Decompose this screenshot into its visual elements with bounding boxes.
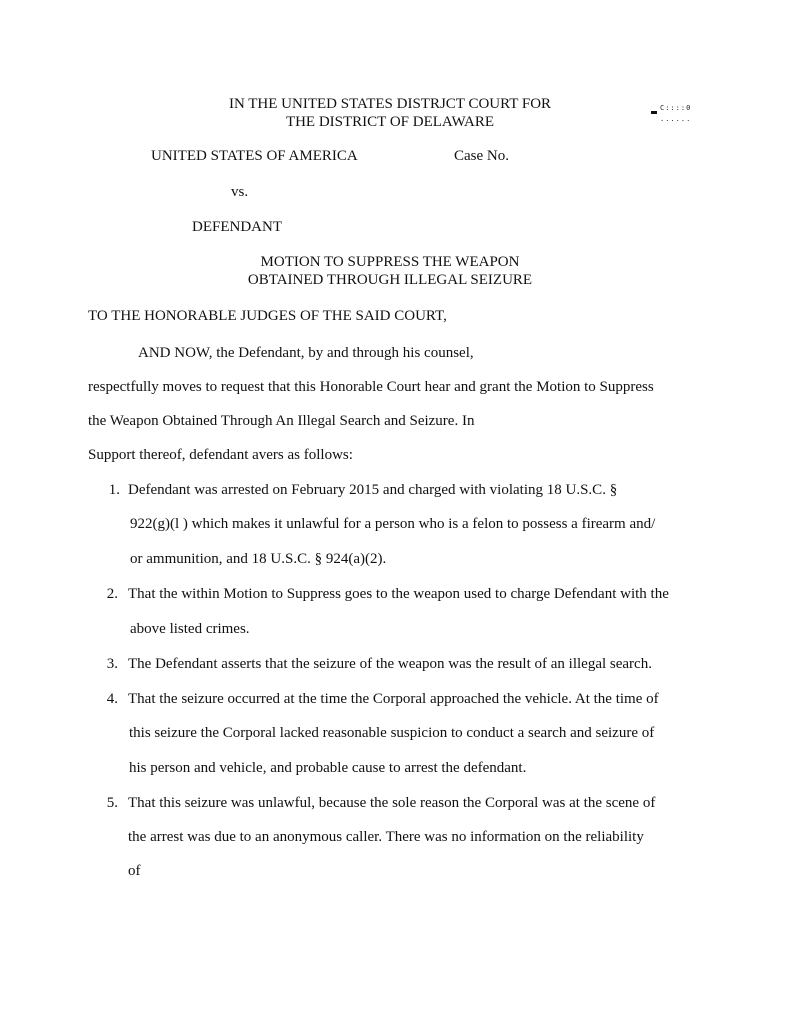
caption-case-number: Case No. — [454, 148, 509, 164]
item-text-line: That this seizure was unlawful, because the sole reason the Corporal was at the scene of — [128, 795, 656, 811]
salutation: TO THE HONORABLE JUDGES OF THE SAID COURT, — [88, 308, 447, 324]
header-mark-bottom: ...... — [660, 115, 692, 123]
item-text-line: above listed crimes. — [130, 621, 250, 637]
item-text-line: the arrest was due to an anonymous caller. There was no information on the reliability — [128, 829, 644, 845]
header-mark-top: C::::0 — [660, 104, 692, 112]
item-text-line: or ammunition, and 18 U.S.C. § 924(a)(2). — [130, 551, 387, 567]
item-text-line: this seizure the Corporal lacked reasonable suspicion to conduct a search and seizure of — [129, 725, 655, 741]
item-number: 3. — [106, 656, 118, 672]
intro-line-2: respectfully moves to request that this Honorable Court hear and grant the Motion to Suppress — [88, 379, 654, 395]
item-number: 5. — [106, 795, 118, 811]
item-text-line: his person and vehicle, and probable cause to arrest the defendant. — [129, 760, 527, 776]
item-text-line: The Defendant asserts that the seizure of the weapon was the result of an illegal search. — [128, 656, 652, 672]
court-heading-line-2: THE DISTRICT OF DELAWARE — [285, 114, 495, 130]
caption-plaintiff: UNITED STATES OF AMERICA — [151, 148, 358, 164]
motion-title-line-2: OBTAINED THROUGH ILLEGAL SEIZURE — [247, 272, 533, 288]
item-number: 2. — [106, 586, 118, 602]
item-text-line: 922(g)(l ) which makes it unlawful for a person who is a felon to possess a firearm and/ — [130, 516, 656, 532]
motion-title-line-1: MOTION TO SUPPRESS THE WEAPON — [260, 254, 520, 270]
intro-line-4: Support thereof, defendant avers as follows: — [88, 447, 353, 463]
caption-versus: vs. — [231, 184, 249, 200]
item-text-line: That the seizure occurred at the time the Corporal approached the vehicle. At the time of — [128, 691, 659, 707]
intro-line-3: the Weapon Obtained Through An Illegal Search and Seizure. In — [88, 413, 475, 429]
item-text-line: of — [128, 863, 141, 879]
item-number: 1. — [108, 482, 120, 498]
intro-line-1: AND NOW, the Defendant, by and through his counsel, — [138, 345, 474, 361]
caption-defendant: DEFENDANT — [192, 219, 282, 235]
item-text-line: Defendant was arrested on February 2015 and charged with violating 18 U.S.C. § — [128, 482, 618, 498]
court-heading-line-1: IN THE UNITED STATES DISTRJCT COURT FOR — [228, 96, 552, 112]
header-mark-dash — [651, 111, 657, 114]
item-number: 4. — [106, 691, 118, 707]
item-text-line: That the within Motion to Suppress goes to the weapon used to charge Defendant with the — [128, 586, 669, 602]
